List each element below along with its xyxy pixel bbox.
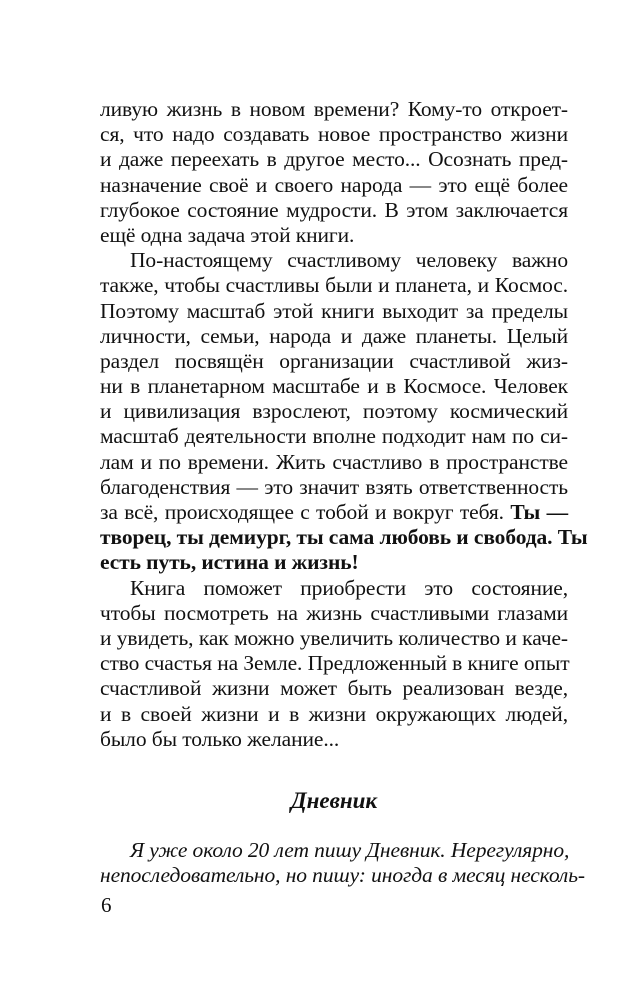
text-line: глубокое состояние мудрости. В этом заключается [100, 197, 568, 222]
text-line: ещё одна задача этой книги. [100, 222, 355, 247]
text-line: также, чтобы счастливы были и планета, и Космос. [100, 273, 568, 298]
text-line: чтобы посмотреть на жизнь счастливыми глазами [100, 600, 568, 625]
italic-text-line: Я уже около 20 лет пишу Дневник. Нерегулярно, [130, 838, 570, 862]
text-line: ливую жизнь в новом времени? Кому-то откроет- [100, 97, 568, 121]
text-line: и в своей жизни и в жизни окружающих людей, [100, 701, 568, 726]
page-number: 6 [101, 893, 112, 917]
text-line: и даже переехать в другое место... Осознать пред- [100, 147, 568, 172]
text-line: счастливой жизни может быть реализован везде, [100, 676, 568, 701]
text-line: и увидеть, как можно увеличить количество и каче- [100, 625, 568, 650]
text-line: и цивилизация взрослеют, поэтому космический [100, 399, 568, 424]
diary-paragraph [100, 838, 585, 888]
text-line: лам и по времени. Жить счастливо в пространстве [100, 449, 568, 474]
text-line-mixed [100, 500, 568, 525]
paragraph-3 [100, 576, 568, 752]
text-line: личности, семьи, народа и даже планеты. Целый [100, 323, 568, 348]
text-bold-fragment: Ты — [510, 500, 568, 524]
text-line: масштаб деятельности вполне подходит нам по си- [100, 424, 568, 449]
text-normal-fragment: за всё, происходящее с тобой и вокруг тебя. [100, 500, 511, 524]
text-line: ся, что надо создавать новое пространство жизни [100, 122, 568, 147]
text-line: Поэтому масштаб этой книги выходит за пределы [100, 298, 568, 323]
paragraph-1 [100, 97, 568, 248]
text-line: ство счастья на Земле. Предложенный в книге опыт [100, 651, 570, 676]
bold-text-line: есть путь, истина и жизнь! [100, 550, 359, 575]
text-line: благоденствия — это значит взять ответственность [100, 474, 568, 499]
text-line: По-настоящему счастливому человеку важно [130, 248, 568, 273]
paragraph-2 [100, 248, 588, 575]
text-line: ни в планетарном масштабе и в Космосе. Человек [100, 374, 568, 399]
section-heading: Дневник [290, 788, 378, 813]
page-body [100, 97, 588, 752]
bold-text-line: творец, ты демиург, ты сама любовь и свобода. Ты [100, 525, 588, 550]
text-line: Книга поможет приобрести это состояние, [130, 575, 568, 600]
text-line: назначение своё и своего народа — это ещё более [100, 172, 568, 197]
text-line: было бы только желание... [100, 726, 340, 751]
text-line: раздел посвящён организации счастливой жиз- [100, 348, 568, 373]
italic-text-line: непоследовательно, но пишу: иногда в месяц несколь- [100, 863, 585, 888]
